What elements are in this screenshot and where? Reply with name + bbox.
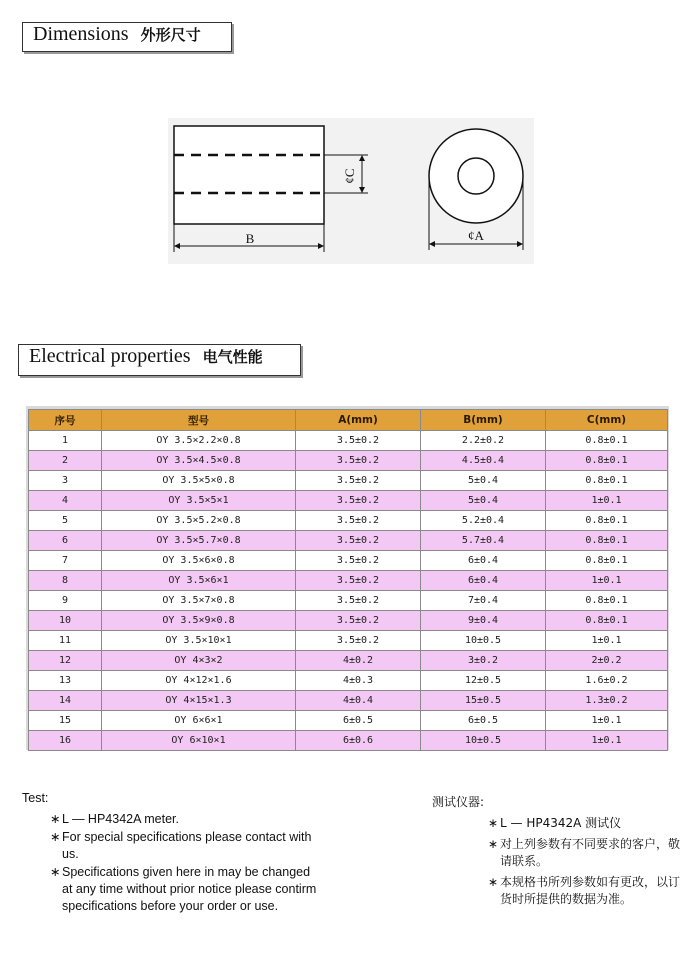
- cell-b: 10±0.5: [421, 631, 546, 651]
- label-c: ¢C: [342, 168, 357, 184]
- test-notes-cn: [432, 794, 682, 912]
- table-row: [29, 711, 668, 731]
- table-header-row: [29, 410, 668, 431]
- cell-b: 3±0.2: [421, 651, 546, 671]
- spec-table: [28, 409, 668, 751]
- cell-index: 4: [29, 491, 102, 511]
- side-view-body: [174, 126, 324, 224]
- cell-index: 2: [29, 451, 102, 471]
- cell-index: 11: [29, 631, 102, 651]
- cell-model: OY 6×10×1: [102, 731, 296, 751]
- header-b: B(mm): [421, 410, 546, 431]
- table-row: [29, 571, 668, 591]
- cell-b: 4.5±0.4: [421, 451, 546, 471]
- cell-a: 3.5±0.2: [296, 531, 421, 551]
- cell-a: 3.5±0.2: [296, 431, 421, 451]
- table-row: [29, 551, 668, 571]
- spec-table-frame: [26, 406, 669, 750]
- test-heading-cn: 测试仪器:: [432, 795, 485, 809]
- note-item: ∗ For special specifications please contact with us.: [50, 830, 312, 861]
- cell-b: 6±0.4: [421, 571, 546, 591]
- cell-c: 1±0.1: [546, 491, 668, 511]
- cell-b: 7±0.4: [421, 591, 546, 611]
- table-row: [29, 731, 668, 751]
- cell-c: 0.8±0.1: [546, 431, 668, 451]
- cell-model: OY 3.5×5.2×0.8: [102, 511, 296, 531]
- cell-index: 5: [29, 511, 102, 531]
- table-row: [29, 631, 668, 651]
- cell-a: 3.5±0.2: [296, 551, 421, 571]
- electrical-heading: [18, 344, 301, 376]
- cell-a: 6±0.6: [296, 731, 421, 751]
- dimensions-heading: [22, 22, 232, 52]
- cell-c: 0.8±0.1: [546, 591, 668, 611]
- cell-a: 4±0.2: [296, 651, 421, 671]
- cell-index: 8: [29, 571, 102, 591]
- table-row: [29, 471, 668, 491]
- cell-model: OY 3.5×6×0.8: [102, 551, 296, 571]
- cell-c: 1.6±0.2: [546, 671, 668, 691]
- cell-model: OY 3.5×5.7×0.8: [102, 531, 296, 551]
- dimension-diagram: [168, 118, 534, 264]
- cell-b: 15±0.5: [421, 691, 546, 711]
- cell-a: 3.5±0.2: [296, 591, 421, 611]
- note-text: L — HP4342A meter.: [62, 812, 179, 826]
- table-row: [29, 511, 668, 531]
- cell-c: 2±0.2: [546, 651, 668, 671]
- cell-c: 0.8±0.1: [546, 511, 668, 531]
- note-item: ∗ 对上列参数有不同要求的客户，敬请联系。: [488, 837, 681, 868]
- cell-index: 13: [29, 671, 102, 691]
- cell-index: 15: [29, 711, 102, 731]
- cell-model: OY 3.5×6×1: [102, 571, 296, 591]
- cell-b: 5.7±0.4: [421, 531, 546, 551]
- table-row: [29, 611, 668, 631]
- cell-a: 6±0.5: [296, 711, 421, 731]
- table-row: [29, 531, 668, 551]
- cell-b: 6±0.5: [421, 711, 546, 731]
- table-body: [29, 431, 668, 751]
- cell-model: OY 4×12×1.6: [102, 671, 296, 691]
- table-row: [29, 451, 668, 471]
- cell-c: 0.8±0.1: [546, 471, 668, 491]
- note-text: 本规格书所列参数如有更改，以订货时所提供的数据为准。: [500, 875, 681, 906]
- note-item: ∗ L — HP4342A 测试仪: [488, 816, 622, 830]
- cell-model: OY 3.5×2.2×0.8: [102, 431, 296, 451]
- note-item: ∗ L — HP4342A meter.: [50, 812, 179, 826]
- cell-c: 1±0.1: [546, 731, 668, 751]
- electrical-title-cn: 电气性能: [202, 348, 263, 366]
- note-item: ∗ 本规格书所列参数如有更改，以订货时所提供的数据为准。: [488, 875, 681, 906]
- cell-a: 4±0.4: [296, 691, 421, 711]
- label-b: B: [245, 231, 255, 246]
- cell-c: 0.8±0.1: [546, 531, 668, 551]
- note-text: 对上列参数有不同要求的客户，敬请联系。: [500, 837, 681, 868]
- cell-b: 5±0.4: [421, 491, 546, 511]
- cell-c: 0.8±0.1: [546, 451, 668, 471]
- cell-b: 5±0.4: [421, 471, 546, 491]
- cell-model: OY 4×15×1.3: [102, 691, 296, 711]
- cell-model: OY 6×6×1: [102, 711, 296, 731]
- cell-model: OY 3.5×9×0.8: [102, 611, 296, 631]
- cell-c: 0.8±0.1: [546, 551, 668, 571]
- test-notes-en: [22, 790, 322, 916]
- cell-a: 3.5±0.2: [296, 471, 421, 491]
- cell-index: 6: [29, 531, 102, 551]
- cell-index: 1: [29, 431, 102, 451]
- cell-model: OY 3.5×4.5×0.8: [102, 451, 296, 471]
- table-row: [29, 431, 668, 451]
- cell-b: 9±0.4: [421, 611, 546, 631]
- cell-b: 10±0.5: [421, 731, 546, 751]
- cell-c: 1±0.1: [546, 631, 668, 651]
- cell-index: 3: [29, 471, 102, 491]
- cell-b: 5.2±0.4: [421, 511, 546, 531]
- cell-index: 9: [29, 591, 102, 611]
- cell-index: 10: [29, 611, 102, 631]
- header-model: 型号: [102, 410, 296, 431]
- cell-index: 16: [29, 731, 102, 751]
- cell-model: OY 4×3×2: [102, 651, 296, 671]
- note-text: L — HP4342A 测试仪: [500, 816, 622, 830]
- cell-model: OY 3.5×7×0.8: [102, 591, 296, 611]
- dimensions-title-cn: 外形尺寸: [140, 26, 201, 44]
- cell-a: 3.5±0.2: [296, 631, 421, 651]
- cell-a: 4±0.3: [296, 671, 421, 691]
- end-view-inner: [458, 158, 494, 194]
- dimensions-title-en: Dimensions: [33, 23, 129, 45]
- test-heading-en: Test:: [22, 791, 49, 805]
- cell-a: 3.5±0.2: [296, 571, 421, 591]
- note-text: Specifications given here in may be changed at any time without prior notice please contirm specifications before your order or use.: [62, 865, 317, 913]
- header-c: C(mm): [546, 410, 668, 431]
- note-text: For special specifications please contact with us.: [62, 830, 312, 861]
- cell-a: 3.5±0.2: [296, 511, 421, 531]
- table-row: [29, 591, 668, 611]
- cell-model: OY 3.5×5×1: [102, 491, 296, 511]
- cell-b: 12±0.5: [421, 671, 546, 691]
- table-row: [29, 671, 668, 691]
- cell-model: OY 3.5×5×0.8: [102, 471, 296, 491]
- table-row: [29, 491, 668, 511]
- header-index: 序号: [29, 410, 102, 431]
- cell-c: 0.8±0.1: [546, 611, 668, 631]
- cell-c: 1±0.1: [546, 571, 668, 591]
- cell-c: 1±0.1: [546, 711, 668, 731]
- label-a: ¢A: [468, 228, 484, 243]
- table-row: [29, 651, 668, 671]
- header-a: A(mm): [296, 410, 421, 431]
- cell-b: 2.2±0.2: [421, 431, 546, 451]
- cell-index: 14: [29, 691, 102, 711]
- cell-index: 7: [29, 551, 102, 571]
- cell-a: 3.5±0.2: [296, 451, 421, 471]
- cell-b: 6±0.4: [421, 551, 546, 571]
- cell-model: OY 3.5×10×1: [102, 631, 296, 651]
- cell-a: 3.5±0.2: [296, 491, 421, 511]
- table-row: [29, 691, 668, 711]
- cell-a: 3.5±0.2: [296, 611, 421, 631]
- electrical-title-en: Electrical properties: [29, 345, 191, 367]
- cell-index: 12: [29, 651, 102, 671]
- cell-c: 1.3±0.2: [546, 691, 668, 711]
- note-item: ∗ Specifications given here in may be changed at any time without prior notice please contirm specifications before your order or use.: [50, 865, 317, 913]
